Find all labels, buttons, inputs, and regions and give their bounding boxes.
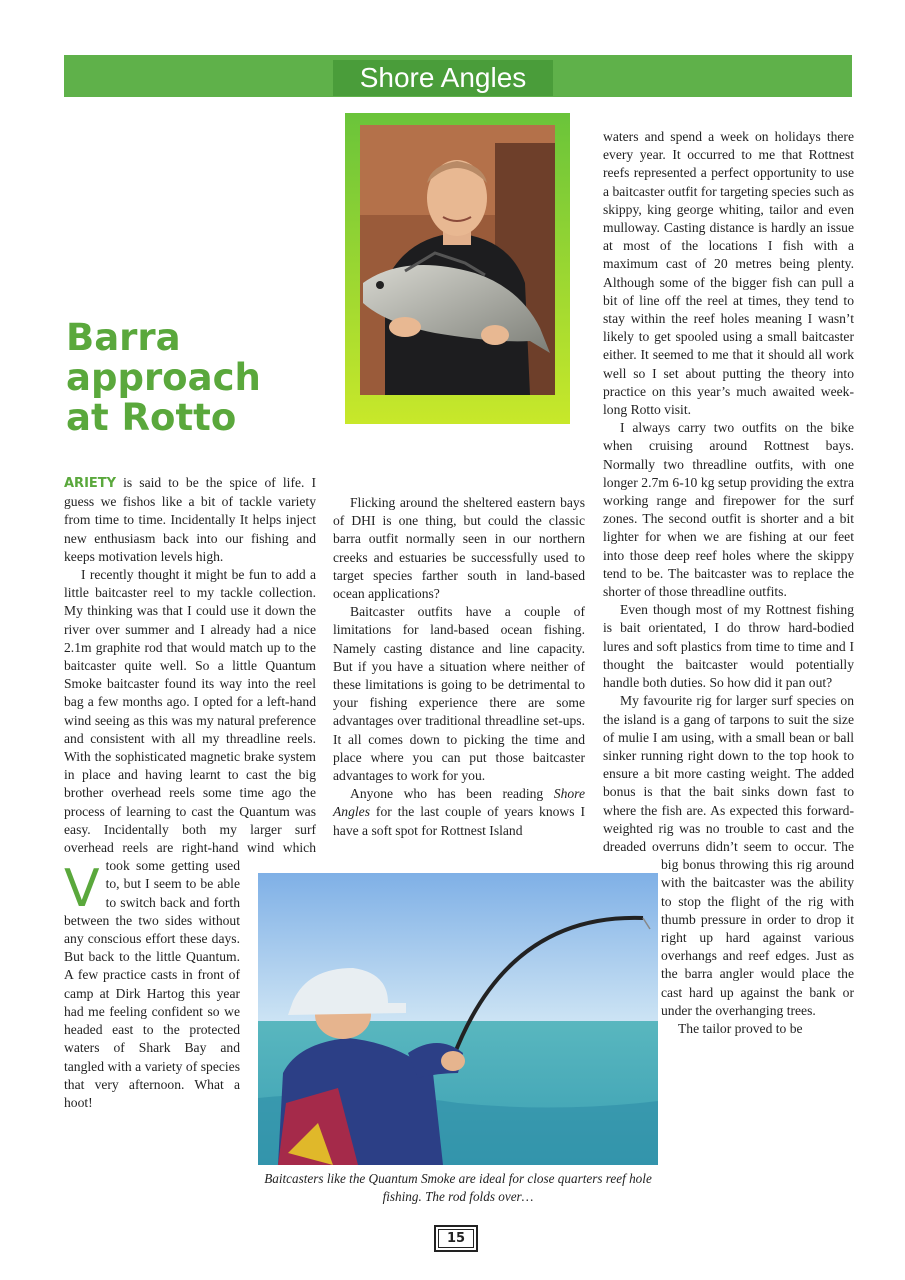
text: for the last couple of years knows I have a soft spot for Rottnest Island: [333, 804, 585, 838]
paragraph: The tailor proved to be: [678, 1020, 803, 1036]
angler-holding-fish-photo: [345, 113, 570, 424]
lead-word: ARIETY: [64, 476, 117, 491]
article-column-3: [603, 128, 854, 1196]
text-wrap-spacer: [240, 866, 316, 1206]
intro-text: is said to be the spice of life. I guess we fishos like a bit of tackle variety from time to time. Incidentally It helps inject new enthusiasm back into our fishing and keeps motivation levels high.: [64, 475, 316, 564]
photo-caption: Baitcasters like the Quantum Smoke are ideal for close quarters reef hole fishing. The rod folds over…: [264, 1171, 652, 1204]
page-number: 15: [438, 1229, 474, 1248]
paragraph: I always carry two outfits on the bike when cruising around Rottnest bays. Normally two threadline outfits, with one longer 2.7m 6-10 kg setup providing the extra working range and firepower for the surf zones. The second outfit is shorter and a bit lighter for when we are fishing at our feet into those deep reef holes where the skippy tend to be. The baitcaster was to replace the shorter of those threadline outfits.: [603, 420, 854, 600]
paragraph: Flicking around the sheltered eastern bays of DHI is one thing, but could the classic barra outfit normally seen in our northern creeks and estuaries be successfully used to target species farther south in land-based ocean applications?: [333, 495, 585, 602]
text: Anyone who has been reading: [350, 786, 554, 802]
paragraph: I recently thought it might be fun to add a little baitcaster reel to my tackle collection. My thinking was that I could use it down the river over summer and I already had a nice 2.1m graphite rod that would match up to the baitcaster quite well. So a little Quantum Smoke baitcaster found its way into the reel bag a few months ago. I opted for a left-hand wind seeing as this was my natural preference and consistent with all my threadline reels. With the sophisticated magnetic brake system in place and having learnt to cast the big brother overhead reels some time ago the process of learning to cast the Quantum was easy. Incidentally both my larger surf overhead reels are right-hand wind which took some getting used to, but I seem to be able to switch back and forth between the two sides without any conscious effort these days. But back to the little Quantum. A few practice casts in front of camp at Dirk Hartog this year had me feeling confident so we headed east to the protected waters of Shark Bay and tangled with a variety of species that very afternoon. What a hoot!: [64, 567, 316, 1110]
article-headline: Barra approach at Rotto: [66, 316, 261, 439]
text-wrap-spacer: [603, 866, 661, 1196]
angler-casting-photo: [258, 873, 658, 1165]
page-number-box: [434, 1225, 478, 1252]
section-title: Shore Angles: [333, 60, 553, 96]
paragraph: My favourite rig for larger surf species on the island is a gang of tarpons to suit the size of mulie I am using, with a small bean or ball sinker running right down to the top hook to ensure a bit more casting weight. The added bonus is that the bait sinks down fast to where the fish are. As expected this forward-weighted rig was no trouble to cast and the dreaded overruns didn’t seem to occur. The big bonus throwing this rig around with the baitcaster was the ability to stop the flight of the rig with thumb pressure in order to drop it right up hard against various overhangs and reef edges. Just as the barra angler would place the cast hard up against the bank or under the overhanging trees.: [603, 693, 854, 1018]
paragraph: Even though most of my Rottnest fishing is bait orientated, I do throw hard-bodied lures and soft plastics from time to time and I thought the baitcaster would potentially handle both duties. So how did it pan out?: [603, 602, 854, 691]
drop-cap: V: [64, 859, 100, 919]
paragraph: [333, 785, 585, 840]
article-column-1: [64, 474, 316, 1214]
article-column-2: [333, 494, 585, 840]
magazine-title: Shore Angles: [333, 786, 585, 820]
paragraph: waters and spend a week on holidays there every year. It occurred to me that Rottnest reefs represented a perfect opportunity to use a baitcaster outfit for targeting species such as skippy, king george whiting, tailor and even mulloway. Casting distance is hardly an issue at most of the locations I fish with a maximum cast of 20 metres being plenty. Although some of the bigger fish can pull a bit of line off the reel at times, they tend to stay within the reef holes meaning I wasn’t likely to get spooled using a small baitcaster either. It seemed to me that it should all work well so I set about putting the theory into practice on this year’s much awaited week-long Rotto visit.: [603, 129, 854, 418]
paragraph: Baitcaster outfits have a couple of limitations for land-based ocean fishing. Namely casting distance and line capacity. But if you have a situation where neither of these limitations is going to be detrimental to your fishing experience there are some advantages over traditional threadline set-ups. It all comes down to picking the time and place where you can put those baitcaster advantages to work for you.: [333, 604, 585, 784]
